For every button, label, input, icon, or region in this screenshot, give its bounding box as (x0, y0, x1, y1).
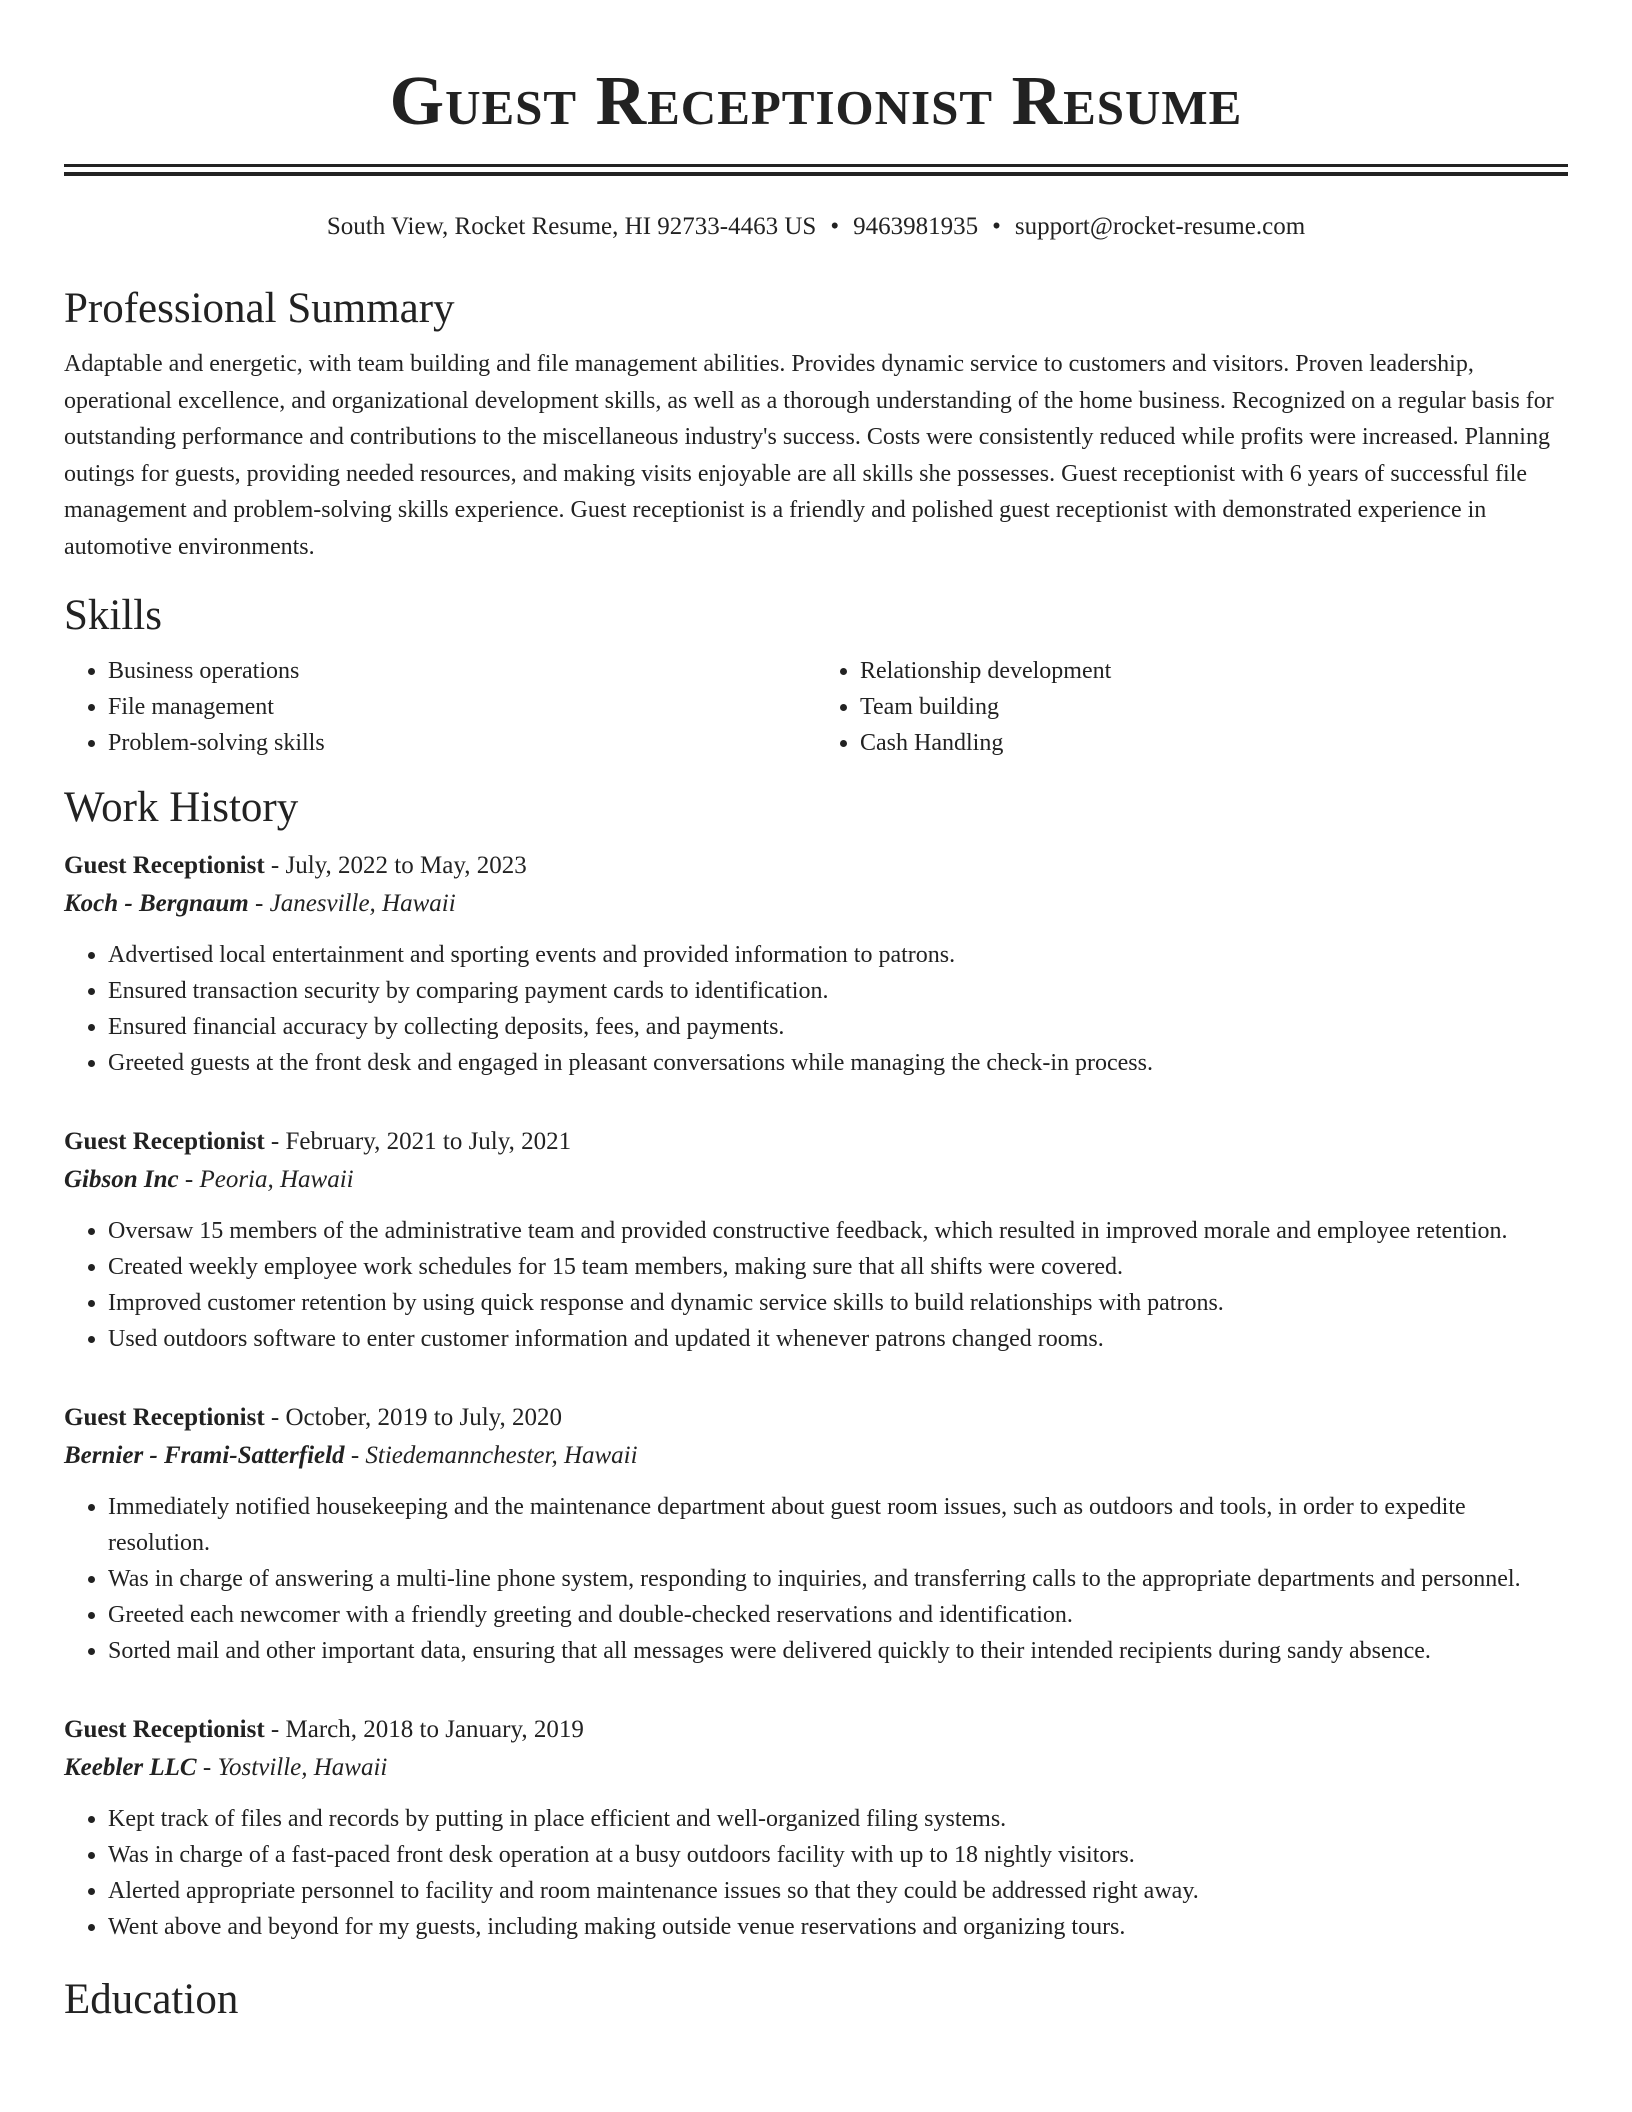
skill-item: • Team building (860, 689, 1568, 725)
job-bullet: • Created weekly employee work schedules for 15 team members, making sure that all shifts were covered. (108, 1249, 1568, 1285)
job-entry (64, 847, 1568, 1081)
contact-line (64, 210, 1568, 244)
job-bullet: • Ensured transaction security by comparing payment cards to identification. (108, 973, 1568, 1009)
job-company: Bernier - Frami-Satterfield (64, 1442, 345, 1469)
job-bullet: • Advertised local entertainment and sporting events and provided information to patrons. (108, 937, 1568, 973)
job-bullet: • Immediately notified housekeeping and the maintenance department about guest room issues, such as outdoors and tools, in order to expedite resolution. (108, 1489, 1568, 1561)
skill-item: • File management (108, 689, 816, 725)
job-entry (64, 1711, 1568, 1945)
job-company: Koch - Bergnaum (64, 890, 249, 917)
job-title-line: Guest Receptionist - July, 2022 to May, 2023 (64, 852, 527, 879)
job-bullet: • Greeted guests at the front desk and engaged in pleasant conversations while managing the check-in process. (108, 1045, 1568, 1081)
job-location: Janesville, Hawaii (269, 890, 456, 917)
job-bullet: • Sorted mail and other important data, ensuring that all messages were delivered quickly to their intended recipients during sandy absence. (108, 1633, 1568, 1669)
job-company-line: Gibson Inc - Peoria, Hawaii (64, 1166, 354, 1193)
job-bullet: • Alerted appropriate personnel to facility and room maintenance issues so that they could be addressed right away. (108, 1873, 1568, 1909)
job-entry (64, 1399, 1568, 1669)
job-bullet: • Kept track of files and records by putting in place efficient and well-organized filing systems. (108, 1801, 1568, 1837)
contact-phone[interactable]: 9463981935 (853, 213, 979, 240)
job-title: Guest Receptionist (64, 852, 265, 879)
skill-item: • Relationship development (860, 653, 1568, 689)
job-bullets (64, 1213, 1568, 1357)
education-heading: Education (64, 1976, 239, 2023)
skill-item: • Business operations (108, 653, 816, 689)
job-location: Stiedemannchester, Hawaii (365, 1442, 638, 1469)
job-dates: July, 2022 to May, 2023 (285, 852, 527, 879)
job-bullet: • Improved customer retention by using quick response and dynamic service skills to build relationships with patrons. (108, 1285, 1568, 1321)
contact-separator: • (992, 213, 1001, 240)
job-company: Keebler LLC (64, 1754, 197, 1781)
job-bullets (64, 1801, 1568, 1945)
job-bullet: • Was in charge of answering a multi-line phone system, responding to inquiries, and transferring calls to the appropriate departments and personnel. (108, 1561, 1568, 1597)
job-bullet: • Greeted each newcomer with a friendly greeting and double-checked reservations and identification. (108, 1597, 1568, 1633)
job-bullet: • Ensured financial accuracy by collecting deposits, fees, and payments. (108, 1009, 1568, 1045)
skill-item: • Cash Handling (860, 725, 1568, 761)
job-company-line: Koch - Bergnaum - Janesville, Hawaii (64, 890, 456, 917)
job-title-line: Guest Receptionist - March, 2018 to January, 2019 (64, 1716, 584, 1743)
skills-list (64, 653, 1568, 761)
job-dates: February, 2021 to July, 2021 (285, 1128, 572, 1155)
skills-column-left (64, 653, 816, 761)
job-location: Yostville, Hawaii (217, 1754, 388, 1781)
job-bullets (64, 937, 1568, 1081)
resume-title: Guest Receptionist Resume (389, 63, 1243, 140)
job-entry (64, 1123, 1568, 1357)
job-company-line: Bernier - Frami-Satterfield - Stiedemannchester, Hawaii (64, 1442, 638, 1469)
job-dates: October, 2019 to July, 2020 (285, 1404, 563, 1431)
job-title: Guest Receptionist (64, 1404, 265, 1431)
job-title-line: Guest Receptionist - October, 2019 to July, 2020 (64, 1404, 563, 1431)
job-company: Gibson Inc (64, 1166, 179, 1193)
work-history-heading: Work History (64, 784, 299, 831)
skills-column-right (816, 653, 1568, 761)
contact-email[interactable]: support@rocket-resume.com (1014, 213, 1306, 240)
title-divider (64, 164, 1568, 176)
job-title: Guest Receptionist (64, 1128, 265, 1155)
skill-item: • Problem-solving skills (108, 725, 816, 761)
contact-address: South View, Rocket Resume, HI 92733-4463 US (326, 213, 817, 240)
job-title-line: Guest Receptionist - February, 2021 to July, 2021 (64, 1128, 572, 1155)
job-company-line: Keebler LLC - Yostville, Hawaii (64, 1754, 388, 1781)
skills-heading: Skills (64, 592, 162, 639)
summary-text: Adaptable and energetic, with team building and file management abilities. Provides dynamic service to customers and visitors. Proven leadership, operational excellence, and organizational development skills, as well as a thorough understanding of the home business. Recognized on a regular basis for outstanding performance and contributions to the miscellaneous industry's success. Costs were consistently reduced while profits were increased. Planning outings for guests, providing needed resources, and making visits enjoyable are all skills she possesses. Guest receptionist with 6 years of successful file management and problem-solving skills experience. Guest receptionist is a friendly and polished guest receptionist with demonstrated experience in automotive environments. (64, 351, 1554, 560)
job-bullet: • Used outdoors software to enter customer information and updated it whenever patrons changed rooms. (108, 1321, 1568, 1357)
job-title: Guest Receptionist (64, 1716, 265, 1743)
job-bullet: • Was in charge of a fast-paced front desk operation at a busy outdoors facility with up to 18 nightly visitors. (108, 1837, 1568, 1873)
job-dates: March, 2018 to January, 2019 (285, 1716, 584, 1743)
job-bullets (64, 1489, 1568, 1669)
job-bullet: • Went above and beyond for my guests, including making outside venue reservations and organizing tours. (108, 1909, 1568, 1945)
job-location: Peoria, Hawaii (199, 1166, 354, 1193)
job-bullet: • Oversaw 15 members of the administrative team and provided constructive feedback, which resulted in improved morale and employee retention. (108, 1213, 1568, 1249)
summary-heading: Professional Summary (64, 285, 455, 332)
contact-separator: • (830, 213, 840, 240)
